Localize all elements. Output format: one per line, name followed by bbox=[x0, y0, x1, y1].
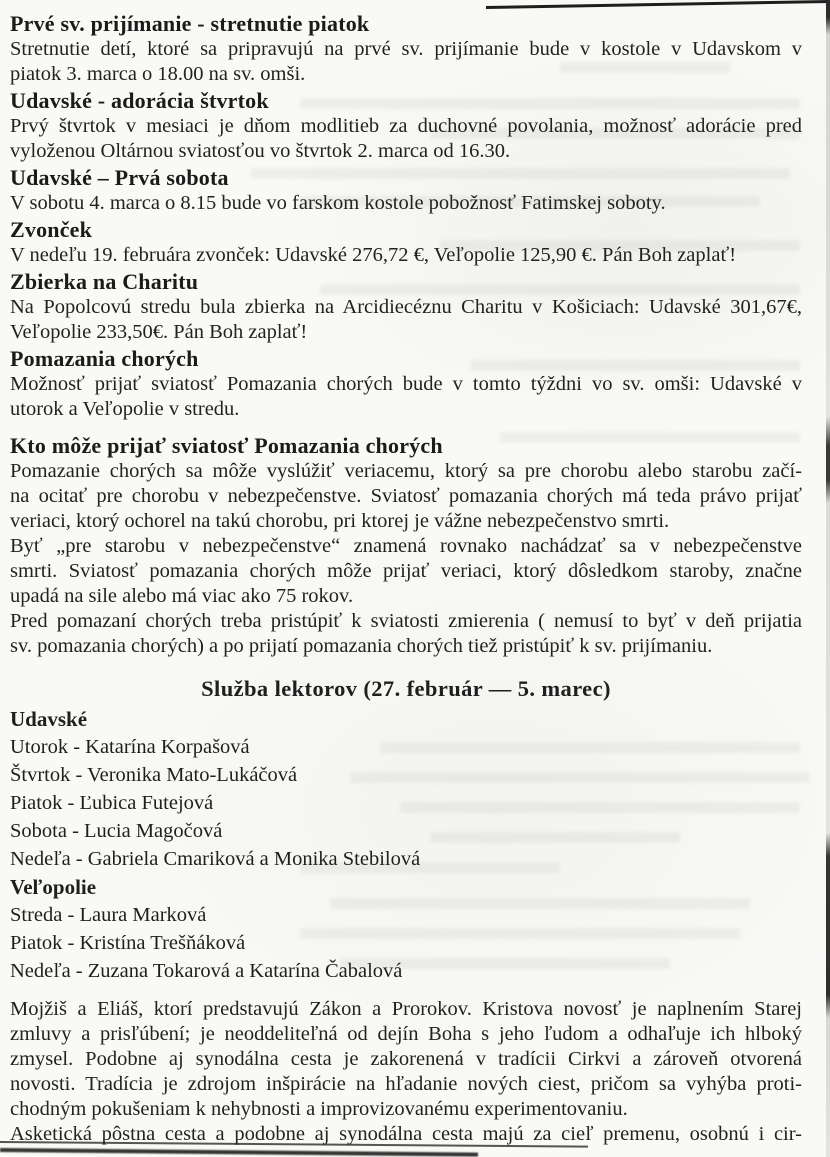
scan-edge-line-top bbox=[486, 0, 830, 9]
section-heading: Udavské – Prvá sobota bbox=[10, 165, 229, 190]
text-line: na ocitať pre chorobu v nebezpečenstve. Sviatosť pomazania chorých má teda právo prijať bbox=[10, 485, 802, 507]
text-line: Byť „pre starobu v nebezpečenstve“ znamená rovnako nachádzať sa v nebezpečenstve bbox=[10, 535, 802, 557]
text-line: V nedeľu 19. februára zvonček: Udavské 276,72 €, Veľopolie 125,90 €. Pán Boh zaplať! bbox=[10, 244, 737, 266]
text-line: V sobotu 4. marca o 8.15 bude vo farskom kostole pobožnosť Fatimskej soboty. bbox=[10, 192, 666, 214]
lector-item: Nedeľa - Gabriela Cmariková a Monika Stebilová bbox=[10, 848, 421, 870]
text-line: Prvý štvrtok v mesiaci je dňom modlitieb za duchovné povolania, možnosť adorácie pred bbox=[10, 115, 802, 137]
lector-item: Utorok - Katarína Korpašová bbox=[10, 736, 250, 758]
newsletter-text-column bbox=[10, 10, 802, 1147]
text-line: zmluvy a prisľúbení; je neoddeliteľná od dejín Boha s jeho ľudom a odhaľuje ich hlboký bbox=[10, 1023, 802, 1045]
section-kto-moze-prijat bbox=[10, 432, 802, 659]
text-line: Na Popolcovú stredu bula zbierka na Arcidiecéznu Charitu v Košiciach: Udavské 301,67€, bbox=[10, 296, 802, 318]
lector-item: Nedeľa - Zuzana Tokarová a Katarína Čabalová bbox=[10, 960, 403, 982]
section-heading: Kto môže prijať sviatosť Pomazania chorých bbox=[10, 433, 443, 458]
text-line: chodným pokušeniam k nehybnosti a improvizovanému experimentovaniu. bbox=[10, 1098, 628, 1120]
scan-edge-line-bottom-thick bbox=[0, 1148, 478, 1157]
scan-edge-strip-right bbox=[826, 0, 830, 1157]
section-zvoncek bbox=[10, 216, 802, 268]
section-heading: Pomazania chorých bbox=[10, 346, 199, 371]
text-line: utorok a Veľopolie v stredu. bbox=[10, 398, 240, 420]
lector-item: Štvrtok - Veronika Mato-Lukáčová bbox=[10, 764, 298, 786]
lectors-group-title-velopolie: Veľopolie bbox=[10, 875, 97, 899]
closing-paragraph bbox=[10, 997, 802, 1147]
lectors-heading: Služba lektorov (27. február — 5. marec) bbox=[201, 676, 611, 701]
text-line: piatok 3. marca o 18.00 na sv. omši. bbox=[10, 63, 306, 85]
text-line: Mojžiš a Eliáš, ktorí predstavujú Zákon a Prorokov. Kristova novosť je naplnením Starej bbox=[10, 998, 802, 1020]
lectors-schedule bbox=[10, 675, 802, 985]
section-prve-sv-prijimanie bbox=[10, 10, 802, 87]
text-line: Veľopolie 233,50€. Pán Boh zaplať! bbox=[10, 321, 308, 343]
text-line: vyloženou Oltárnou sviatosťou vo štvrtok 2. marca od 16.30. bbox=[10, 140, 511, 162]
lector-item: Streda - Laura Marková bbox=[10, 904, 207, 926]
lector-item: Sobota - Lucia Magočová bbox=[10, 820, 223, 842]
text-line: upadá na sile alebo má viac ako 75 rokov. bbox=[10, 585, 354, 607]
text-line: Stretnutie detí, ktoré sa pripravujú na prvé sv. prijímanie bude v kostole v Udavskom v bbox=[10, 38, 802, 60]
section-pomazania-chorych bbox=[10, 345, 802, 422]
text-line: Možnosť prijať sviatosť Pomazania chorých bude v tomto týždni vo sv. omši: Udavské v bbox=[10, 373, 802, 395]
section-zbierka-na-charitu bbox=[10, 268, 802, 345]
text-line: Pomazanie chorých sa môže vyslúžiť veriacemu, ktorý sa pre chorobu alebo starobu začí- bbox=[10, 460, 802, 482]
text-line: smrti. Sviatosť pomazania chorých môže prijať veriaci, ktorý dôsledkom staroby, značne bbox=[10, 560, 802, 582]
section-heading: Zvonček bbox=[10, 217, 93, 242]
text-line: zmysel. Podobne aj synodálna cesta je zakorenená v tradícii Cirkvi a zároveň otvorená bbox=[10, 1048, 802, 1070]
lector-item: Piatok - Ľubica Futejová bbox=[10, 792, 214, 814]
section-adoracia-stvrtok bbox=[10, 87, 802, 164]
lectors-group-title-udavske: Udavské bbox=[10, 707, 88, 731]
lector-item: Piatok - Kristína Trešňáková bbox=[10, 932, 246, 954]
text-line: sv. pomazania chorých) a po prijatí pomazania chorých tiež pristúpiť k sv. prijímaniu. bbox=[10, 635, 713, 657]
text-line: Pred pomazaní chorých treba pristúpiť k sviatosti zmierenia ( nemusí to byť v deň prijatia bbox=[10, 610, 802, 632]
section-prva-sobota bbox=[10, 164, 802, 216]
section-heading: Prvé sv. prijímanie - stretnutie piatok bbox=[10, 11, 370, 36]
section-heading: Zbierka na Charitu bbox=[10, 269, 199, 294]
text-line: veriaci, ktorý ochorel na takú chorobu, pri ktorej je vážne nebezpečenstvo smrti. bbox=[10, 510, 670, 532]
text-line: Asketická pôstna cesta a podobne aj synodálna cesta majú za cieľ premenu, osobnú i cir- bbox=[10, 1123, 802, 1145]
section-heading: Udavské - adorácia štvrtok bbox=[10, 88, 269, 113]
text-line: novosti. Tradícia je zdrojom inšpirácie na hľadanie nových ciest, pričom sa vyhýba proti- bbox=[10, 1073, 802, 1095]
